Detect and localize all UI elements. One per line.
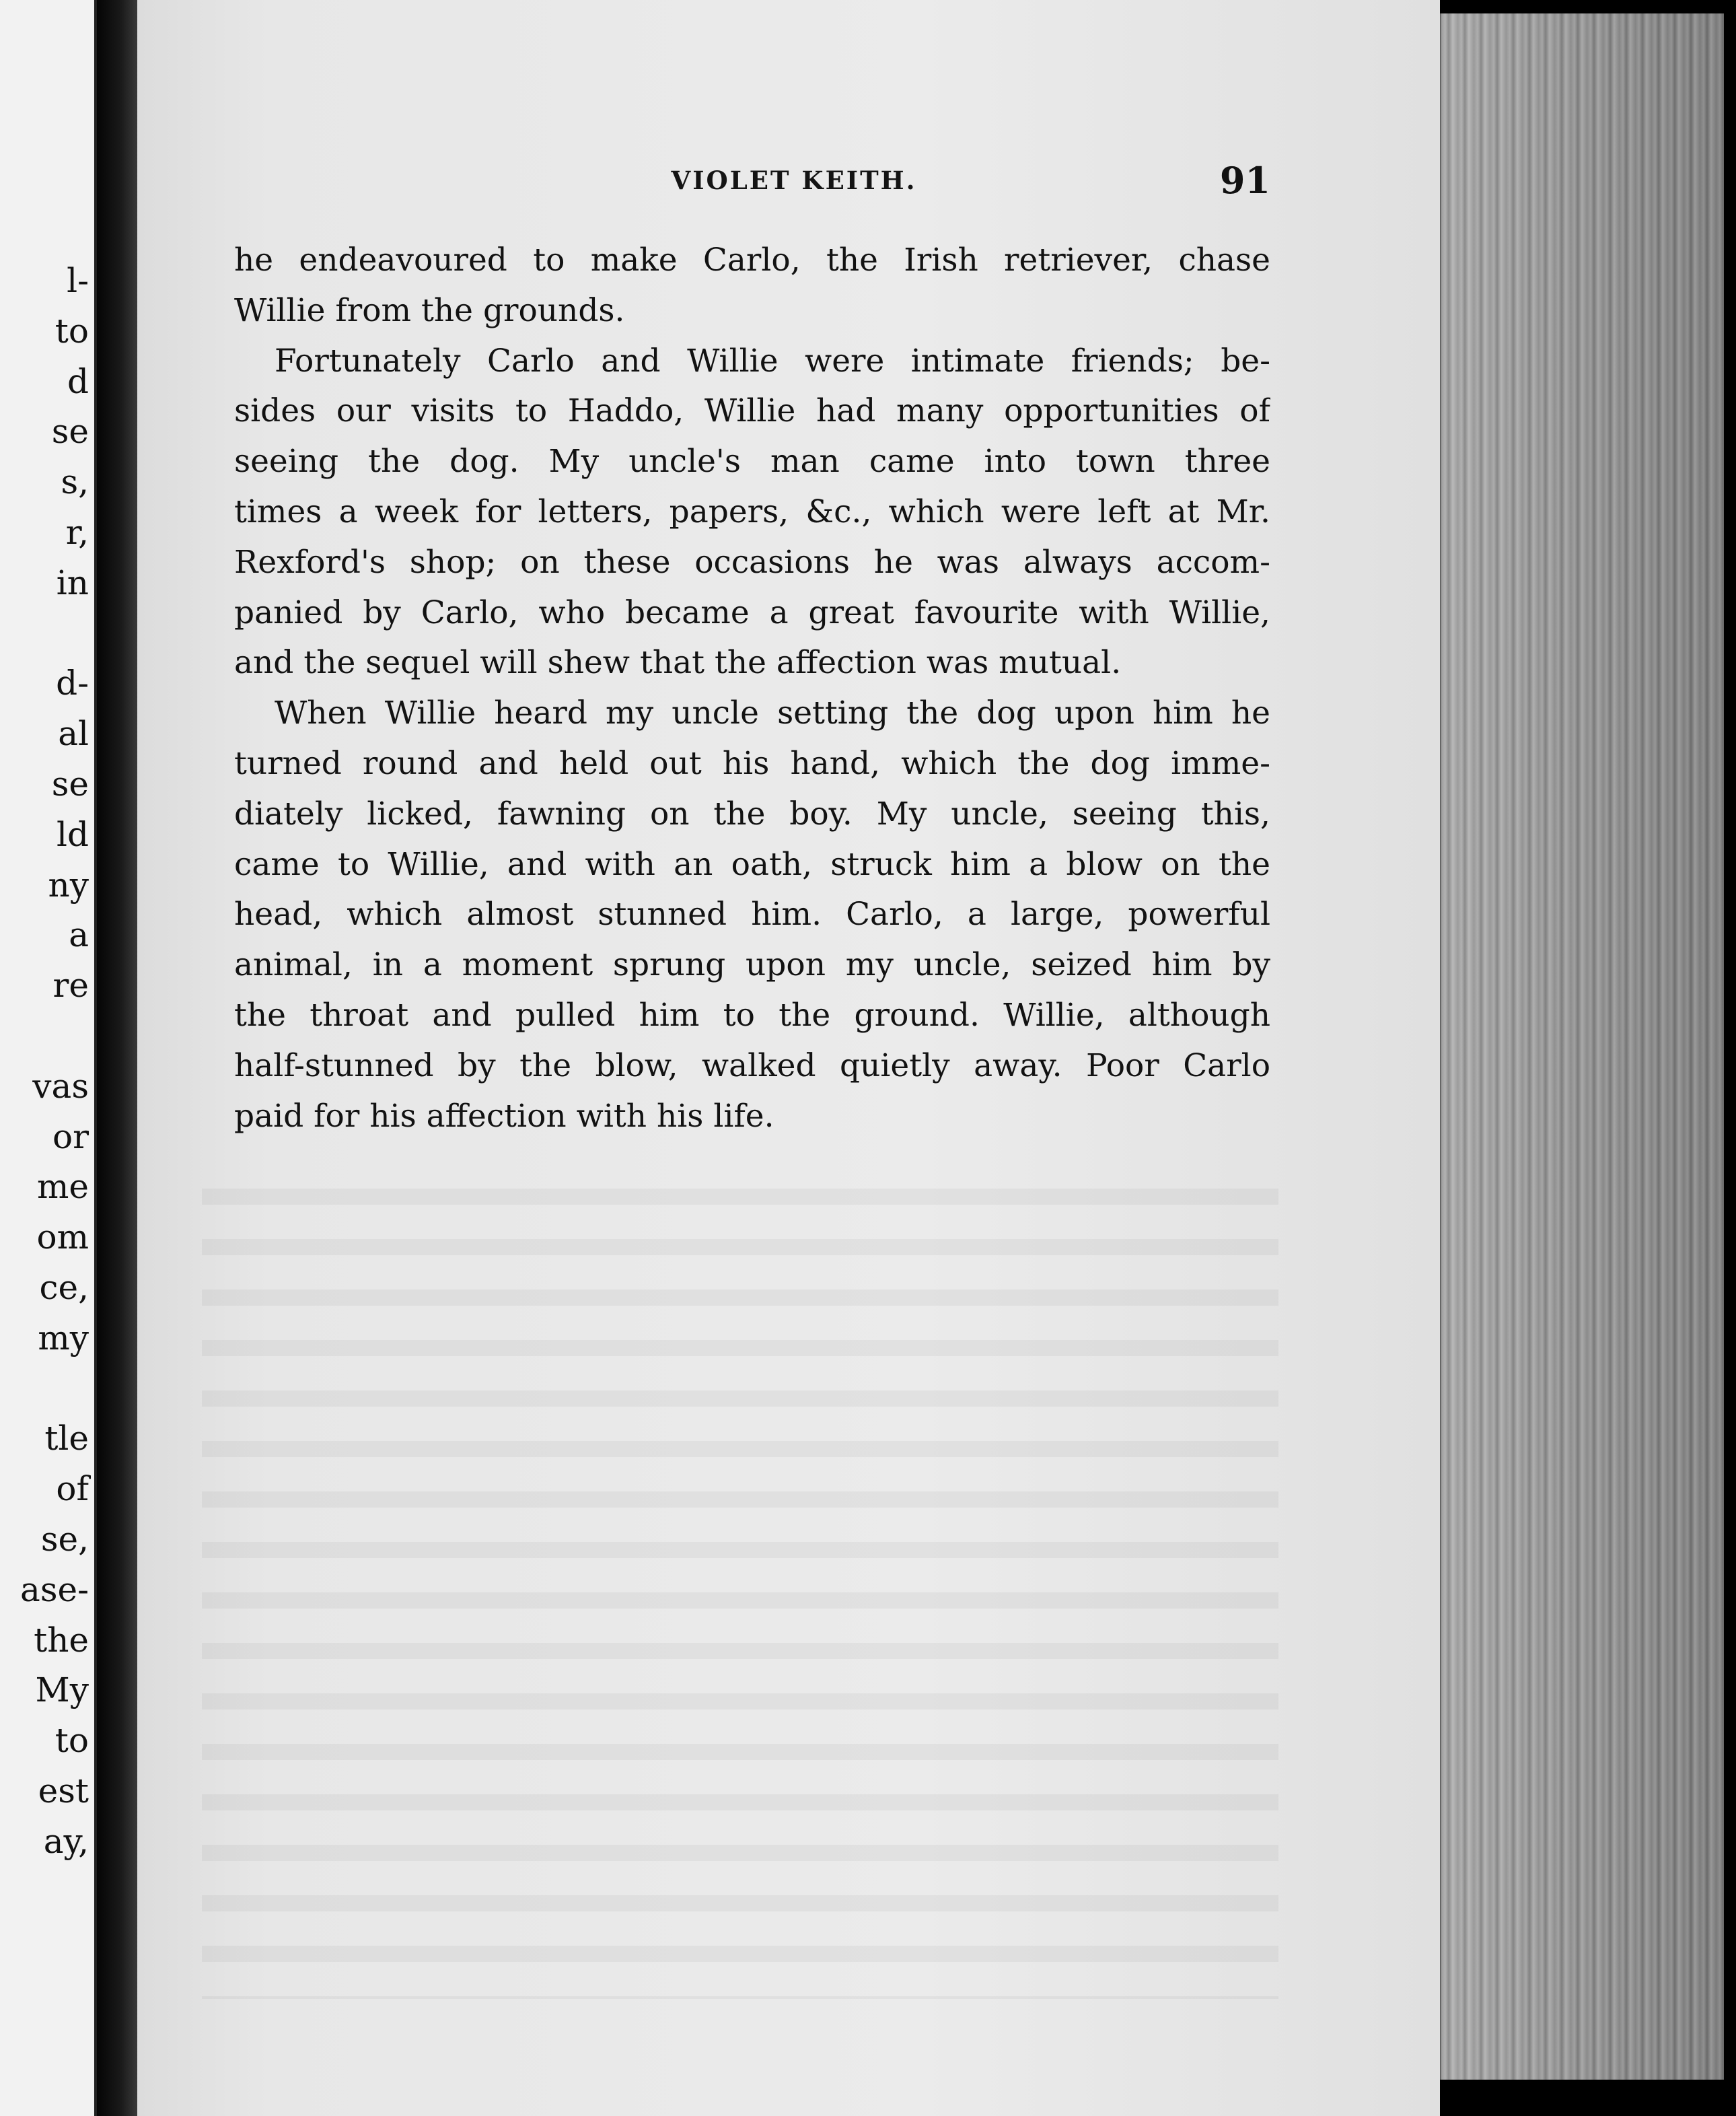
text-line: When Willie heard my uncle setting the dog upon him he [275, 695, 1270, 732]
text-line: head, which almost stunned him. Carlo, a large, powerful [234, 896, 1270, 933]
text-line: Rexford's shop; on these occasions he was always accom- [234, 543, 1270, 581]
previous-page-line-fragment: the [34, 1620, 89, 1660]
text-line: came to Willie, and with an oath, struck him a blow on the [234, 845, 1270, 883]
running-head [237, 159, 1270, 213]
previous-page-line-fragment: or [52, 1117, 89, 1156]
previous-page-line-fragment: to [55, 1721, 89, 1761]
text-line: and the sequel will shew that the affection was mutual. [234, 644, 1122, 682]
text-line: times a week for letters, papers, &c., which were left at Mr. [234, 493, 1270, 530]
previous-page-line-fragment: my [38, 1318, 89, 1357]
previous-page-line-fragment: s, [61, 462, 89, 502]
previous-page-line-fragment: re [52, 966, 89, 1006]
previous-page-line-fragment: a [69, 915, 89, 955]
page-body-text [234, 236, 1270, 1141]
text-line: he endeavoured to make Carlo, the Irish retriever, chase [234, 242, 1270, 279]
previous-page-line-fragment: se, [40, 1519, 89, 1559]
previous-page-line-fragment: tle [44, 1419, 89, 1458]
previous-page-line-fragment: me [36, 1167, 89, 1207]
previous-page-line-fragment: d [67, 361, 89, 401]
text-line: panied by Carlo, who became a great favourite with Willie, [234, 594, 1270, 631]
previous-page-line-fragment: ny [48, 865, 89, 905]
previous-page-line-fragment: se [51, 764, 89, 804]
previous-page-line-fragment: est [38, 1771, 89, 1810]
text-line: seeing the dog. My uncle's man came into town three [234, 443, 1270, 481]
text-line: Willie from the grounds. [234, 291, 625, 329]
text-line: sides our visits to Haddo, Willie had many opportunities of [234, 392, 1270, 430]
text-line: half-stunned by the blow, walked quietly away. Poor Carlo [234, 1047, 1270, 1084]
previous-page-line-fragment: ld [57, 814, 89, 854]
previous-page-line-fragment: ce, [39, 1267, 89, 1307]
previous-page-fragment [0, 0, 97, 2116]
previous-page-line-fragment: vas [32, 1066, 89, 1106]
book-title: VIOLET KEITH. [671, 166, 917, 195]
previous-page-line-fragment: My [35, 1670, 89, 1710]
text-line: Fortunately Carlo and Willie were intimate friends; be- [275, 342, 1270, 380]
previous-page-line-ends [20, 256, 89, 1867]
previous-page-line-fragment: d- [56, 664, 89, 703]
previous-page-line-fragment [20, 1011, 89, 1061]
page-block-edge [1440, 13, 1724, 2080]
text-line: paid for his affection with his life. [234, 1097, 774, 1135]
previous-page-line-fragment: ay, [43, 1821, 89, 1861]
text-line: diately licked, fawning on the boy. My uncle, seeing this, [234, 795, 1270, 833]
reverse-side-show-through [202, 1158, 1278, 1999]
previous-page-line-fragment [20, 608, 89, 659]
page-number: 91 [1219, 159, 1270, 202]
previous-page-line-fragment: to [55, 311, 89, 351]
previous-page-line-fragment: l- [67, 261, 89, 300]
text-line: turned round and held out his hand, which the dog imme- [234, 744, 1270, 782]
previous-page-line-fragment: ase- [20, 1570, 89, 1609]
book-gutter [97, 0, 137, 2116]
previous-page-line-fragment: in [56, 563, 89, 602]
previous-page-line-fragment: se [51, 412, 89, 452]
previous-page-line-fragment: r, [65, 512, 89, 552]
previous-page-line-fragment: al [58, 714, 89, 754]
page-edge-shading [1441, 13, 1724, 2080]
text-line: the throat and pulled him to the ground. Willie, although [234, 996, 1270, 1034]
previous-page-line-fragment: om [36, 1218, 89, 1257]
previous-page-line-fragment: of [56, 1469, 89, 1509]
previous-page-line-fragment [20, 1364, 89, 1414]
text-line: animal, in a moment sprung upon my uncle, seized him by [234, 946, 1270, 984]
